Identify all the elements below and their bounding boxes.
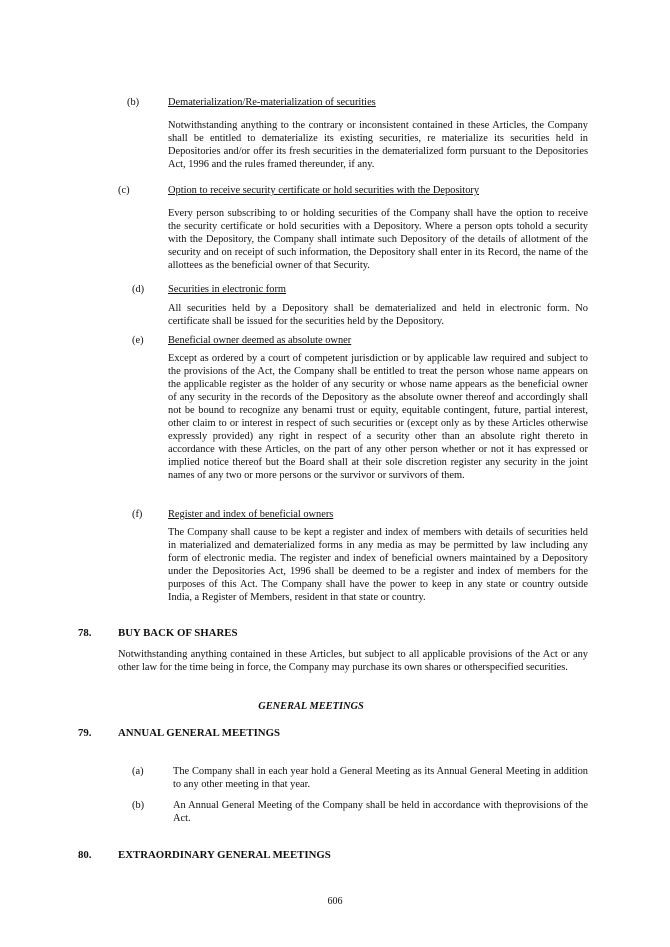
article-number: 79. bbox=[78, 727, 92, 739]
article-body: Notwithstanding anything contained in these Articles, but subject to all applicable provisions of the Act or any other law for the time being in force, the Company may purchase its own shares or otherspecified securities. bbox=[118, 649, 588, 673]
clause-body: An Annual General Meeting of the Company shall be held in accordance with theprovisions of the Act. bbox=[173, 800, 588, 824]
section-heading: Option to receive security certificate or hold securities with the Depository bbox=[168, 185, 480, 196]
section-heading: Dematerialization/Re-materialization of securities bbox=[168, 97, 376, 108]
article-number: 80. bbox=[78, 849, 92, 861]
article-number: 78. bbox=[78, 627, 92, 639]
article-title: ANNUAL GENERAL MEETINGS bbox=[118, 727, 280, 739]
article-title: BUY BACK OF SHARES bbox=[118, 627, 238, 639]
section-body: Notwithstanding anything to the contrary or inconsistent contained in these Articles, the Company shall be entitled to dematerialize its existing securities, re materialize its securities held in Depositories and/or offer its fresh securities in the dematerialized form pursuant to the Depositories Act, 1996 and the rules framed thereunder, if any. bbox=[168, 120, 588, 170]
section-label: (f) bbox=[132, 509, 143, 520]
clause-label: (b) bbox=[132, 800, 145, 811]
section-label: (e) bbox=[132, 335, 144, 346]
part-heading: GENERAL MEETINGS bbox=[258, 701, 364, 712]
page-number: 606 bbox=[327, 896, 343, 907]
section-body: Except as ordered by a court of competent jurisdiction or by applicable law required and subject to the provisions of the Act, the Company shall be entitled to treat the person whose name appears on the applicable register as the holder of any security or whose name appears as the beneficial owner of any security in the records of the Depository as the absolute owner thereof and accordingly shall not be bound to recognize any benami trust or equity, equitable contingent, future, partial interest, other claim to or interest in respect of such securities or (except only as by these Articles otherwise expressly provided) any right in respect of a security other than an absolute right thereto in accordance with these Articles, on the part of any other person whether or not it has expressed or implied notice thereof but the Board shall at their sole discretion register any security in the joint names of any two or more persons or the survivor or survivors of them. bbox=[168, 353, 588, 481]
clause-body: The Company shall in each year hold a General Meeting as its Annual General Meeting in addition to any other meeting in that year. bbox=[173, 766, 588, 790]
section-heading: Beneficial owner deemed as absolute owner bbox=[168, 335, 352, 346]
section-label: (d) bbox=[132, 284, 145, 295]
section-body: The Company shall cause to be kept a register and index of members with details of securities held in materialized and dematerialized forms in any media as may be permitted by law including any form of electronic media. The register and index of beneficial owners maintained by a Depository under the Depositories Act, 1996 shall be deemed to be a register and index of members for the purposes of this Act. The Company shall have the power to keep in any state or country outside India, a Register of Members, resident in that state or country. bbox=[168, 527, 588, 603]
section-label: (c) bbox=[118, 185, 130, 196]
article-title: EXTRAORDINARY GENERAL MEETINGS bbox=[118, 849, 331, 861]
section-body: All securities held by a Depository shall be dematerialized and held in electronic form. No certificate shall be issued for the securities held by the Depository. bbox=[168, 303, 588, 327]
section-label: (b) bbox=[127, 97, 140, 108]
section-heading: Securities in electronic form bbox=[168, 284, 287, 295]
section-heading: Register and index of beneficial owners bbox=[168, 509, 334, 520]
clause-label: (a) bbox=[132, 766, 144, 777]
section-body: Every person subscribing to or holding securities of the Company shall have the option to receive the security certificate or hold securities with a Depository. Where a person opts tohold a security with the Depository, the Company shall intimate such Depository of the details of allotment of the security and on receipt of such information, the Depository shall enter in its Record, the name of the allottees as the beneficial owner of that Security. bbox=[168, 208, 588, 271]
